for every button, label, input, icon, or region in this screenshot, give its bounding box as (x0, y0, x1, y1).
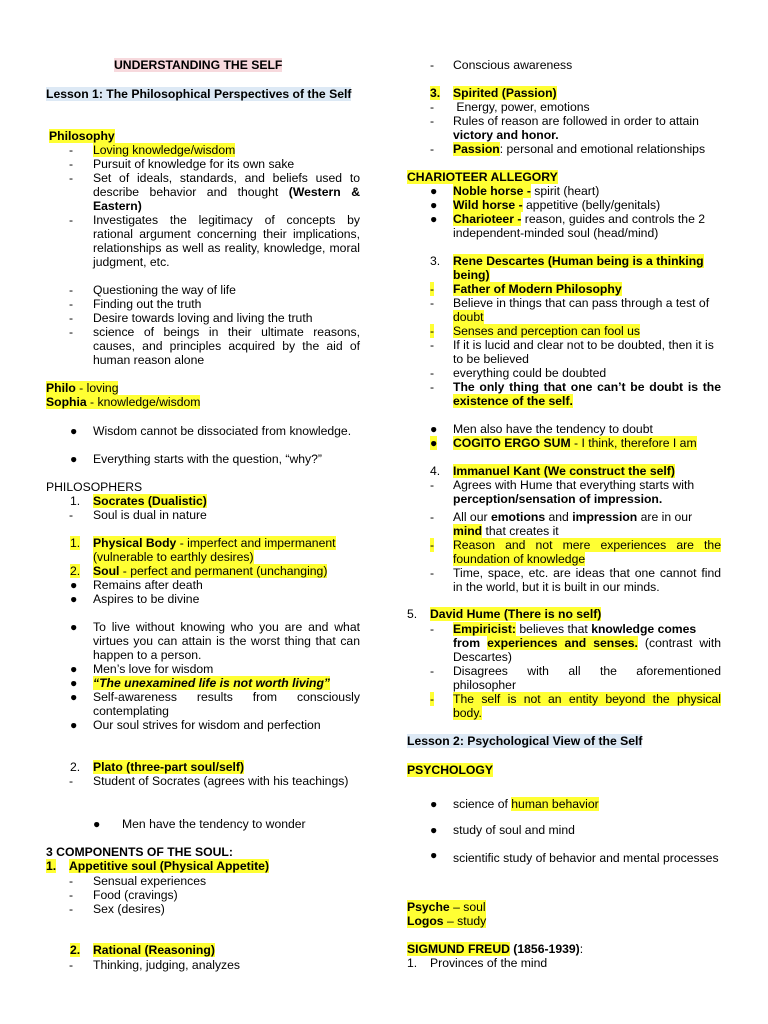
list-item: The only thing that one can’t be doubt is the existence of the self. (453, 380, 721, 408)
philosophers-heading: PHILOSOPHERS (46, 480, 143, 494)
list-item: Investigates the legitimacy of concepts by rational argument concerning their implications, relationships as well as reality, knowledge, moral judgment, etc. (93, 213, 360, 269)
list-item: Everything starts with the question, “why?” (93, 452, 322, 466)
list-item: Men have the tendency to wonder (122, 817, 306, 831)
document-page: UNDERSTANDING THE SELF Lesson 1: The Philosophical Perspectives of the Self Philosophy - Loving knowledge/wisdom - Pursuit of knowledge for its own sake - Set of ideals, standards, and beliefs used to describe behavior and thought (Western & Eastern) - Investigates the legitimacy of concepts by rational argument concerning their implications, relationships as well as reality, knowledge, moral judgment, etc. - Questioning the way of life - Finding out the truth - Desire towards loving and living the truth - science of beings in their ultimate reasons, causes, and principles acquired by the aid of human reason alone Philo - loving Sophia - knowledge/wisdom ● Wisdom cannot be dissociated from knowledge. ● Everything starts with the question, “why?” PHILOSOPHERS 1. Socrates (Dualistic) - Soul is dual in nature 1. Physical Body - imperfect and impermanent (vulnerable to earthly desires) 2. Soul - perfect and permanent (unchanging) ● Remains after death ● Aspires to be divine ● To live without knowing who you are and what virtues you can attain is the worst thing that can happen to a person. ● Men’s love for wisdom ● “The unexamined life is not worth living” ● Self-awareness results from consciously contemplating ● Our soul strives for wisdom and perfection 2. Plato (three-part soul/self) - Student of Socrates (agrees with his teachings) ● Men have the tendency to wonder 3 COMPONENTS OF THE SOUL: 1. Appetitive soul (Physical Appetite) - Sensual experiences - Food (cravings) - Sex (desires) 2. Rational (Reasoning) - Thinking, judging, analyzes - Conscious awareness 3. Spirited (Passion) - Energy, power, emotions - Rules of reason are followed in order to attain victory and honor. - Passion: personal and emotional relationships CHARIOTEER ALLEGORY ● Noble horse - spirit (heart) ● Wild horse - appetitive (belly/genitals) ● Charioteer - reason, guides and controls the 2 independent-minded soul (head/mind) 3. Rene Descartes (Human being is a thinking being) - Father of Modern Philosophy - Believe in things that can pass through a test of doubt - Senses and perception can fool us - If it is lucid and clear not to be doubted, then it is to be believed - everything could be doubted - The only thing that one can’t be doubt is the existence of the self. ● Men also have the tendency to doubt ● COGITO ERGO SUM - I think, therefore I am 4. Immanuel Kant (We construct the self) - Agrees with Hume that everything starts with perception/sensation of impression. - All our emotions and impression are in our mind that creates it - Reason and not mere experiences are the foundation of knowledge - Time, space, etc. are ideas that one cannot find in the world, but it is built in our minds. 5. David Hume (There is no self) - Empiricist: believes that knowledge comes from experiences and senses. (contrast with Descartes) - Disagrees with all the aforementioned philosopher - The self is not an entity beyond the physical body. Lesson 2: Psychological View of the Self PSYCHOLOGY ● science of human behavior ● study of soul and mind ● scientific study of behavior and mental processes Psyche – soul Logos – study SIGMUND FREUD (1856-1939): 1. Provinces of the mind (46, 58, 721, 972)
list-item: study of soul and mind (453, 823, 575, 837)
lesson-2-heading: Lesson 2: Psychological View of the Self (407, 734, 643, 748)
list-item: The self is not an entity beyond the physical body. (453, 692, 721, 720)
list-item: Energy, power, emotions (453, 100, 590, 114)
charioteer-item: Charioteer - reason, guides and controls the 2 independent-minded soul (head/mind) (453, 212, 706, 240)
list-item: All our emotions and impression are in our mind that creates it (453, 510, 693, 538)
sophia-definition: Sophia - knowledge/wisdom (46, 395, 201, 409)
list-item: Our soul strives for wisdom and perfection (93, 718, 321, 732)
list-item: Thinking, judging, analyzes (93, 958, 241, 972)
list-item: Set of ideals, standards, and beliefs used to describe behavior and thought (Western & Eastern) (93, 171, 360, 213)
list-item: Remains after death (93, 578, 203, 592)
list-item: Food (cravings) (93, 888, 178, 902)
lesson-1-heading: Lesson 1: The Philosophical Perspectives of the Self (46, 87, 352, 101)
list-item: Senses and perception can fool us (453, 324, 641, 338)
list-item: Pursuit of knowledge for its own sake (93, 157, 295, 171)
empiricist-item: Empiricist: believes that knowledge comes from experiences and senses. (contrast with Descartes) (453, 622, 721, 664)
list-item: If it is lucid and clear not to be doubted, then it is to be believed (453, 338, 714, 366)
philo-definition: Philo - loving (46, 381, 119, 395)
list-item: Soul is dual in nature (93, 508, 207, 522)
descartes-heading: Rene Descartes (Human being is a thinking being) (453, 254, 704, 282)
list-item: Agrees with Hume that everything starts with perception/sensation of impression. (453, 478, 695, 506)
list-item: Questioning the way of life (93, 283, 236, 297)
philosophy-heading: Philosophy (49, 129, 115, 143)
psyche-definition: Psyche – soul (407, 900, 486, 914)
list-item: Rules of reason are followed in order to attain victory and honor. (453, 114, 699, 142)
list-item: Reason and not mere experiences are the foundation of knowledge (453, 538, 721, 566)
list-item: Men also have the tendency to doubt (453, 422, 653, 436)
soul-definition: Soul - perfect and permanent (unchanging) (93, 564, 328, 578)
list-item: Self-awareness results from consciously contemplating (93, 690, 360, 718)
list-item: To live without knowing who you are and what virtues you can attain is the worst thing that can happen to a person. (93, 620, 360, 662)
list-item: Provinces of the mind (430, 956, 548, 970)
appetitive-soul-heading: Appetitive soul (Physical Appetite) (69, 859, 269, 873)
noble-horse-item: Noble horse - spirit (heart) (453, 184, 600, 198)
spirited-heading: Spirited (Passion) (453, 86, 557, 100)
passion-definition: Passion: personal and emotional relationships (453, 142, 706, 156)
list-item: Student of Socrates (agrees with his teachings) (93, 774, 349, 788)
wild-horse-item: Wild horse - appetitive (belly/genitals) (453, 198, 661, 212)
list-item: Believe in things that can pass through a test of doubt (453, 296, 710, 324)
list-item: Loving knowledge/wisdom (93, 143, 236, 157)
logos-definition: Logos – study (407, 914, 487, 928)
kant-heading: Immanuel Kant (We construct the self) (453, 464, 675, 478)
socrates-heading: Socrates (Dualistic) (93, 494, 207, 508)
list-item: Time, space, etc. are ideas that one cannot find in the world, but it is built in our minds. (453, 566, 721, 594)
unexamined-life-quote: “The unexamined life is not worth living” (93, 676, 331, 690)
cogito-ergo-sum: COGITO ERGO SUM - I think, therefore I am (453, 436, 697, 450)
list-item: scientific study of behavior and mental processes (453, 851, 719, 865)
list-item: Desire towards loving and living the truth (93, 311, 313, 325)
hume-heading: David Hume (There is no self) (430, 607, 602, 621)
physical-body-definition: Physical Body - imperfect and impermanent (vulnerable to earthly desires) (93, 536, 336, 564)
psychology-heading: PSYCHOLOGY (407, 763, 494, 777)
charioteer-allegory-heading: CHARIOTEER ALLEGORY (407, 170, 558, 184)
list-item: Conscious awareness (453, 58, 573, 72)
components-heading: 3 COMPONENTS OF THE SOUL: (46, 845, 233, 859)
list-item: Sex (desires) (93, 902, 165, 916)
list-item: Finding out the truth (93, 297, 202, 311)
plato-heading: Plato (three-part soul/self) (93, 760, 245, 774)
list-item: science of human behavior (453, 797, 599, 811)
freud-heading: SIGMUND FREUD (1856-1939): (407, 942, 584, 956)
list-item: Aspires to be divine (93, 592, 200, 606)
list-item: Disagrees with all the aforementioned philosopher (453, 664, 721, 692)
list-item: Wisdom cannot be dissociated from knowledge. (93, 424, 352, 438)
list-item: science of beings in their ultimate reasons, causes, and principles acquired by the aid of human reason alone (93, 325, 360, 367)
list-item: everything could be doubted (453, 366, 607, 380)
list-item: Men’s love for wisdom (93, 662, 214, 676)
father-modern-philosophy: Father of Modern Philosophy (453, 282, 622, 296)
list-item: Sensual experiences (93, 874, 207, 888)
document-title: UNDERSTANDING THE SELF (114, 58, 283, 72)
rational-heading: Rational (Reasoning) (93, 943, 215, 957)
